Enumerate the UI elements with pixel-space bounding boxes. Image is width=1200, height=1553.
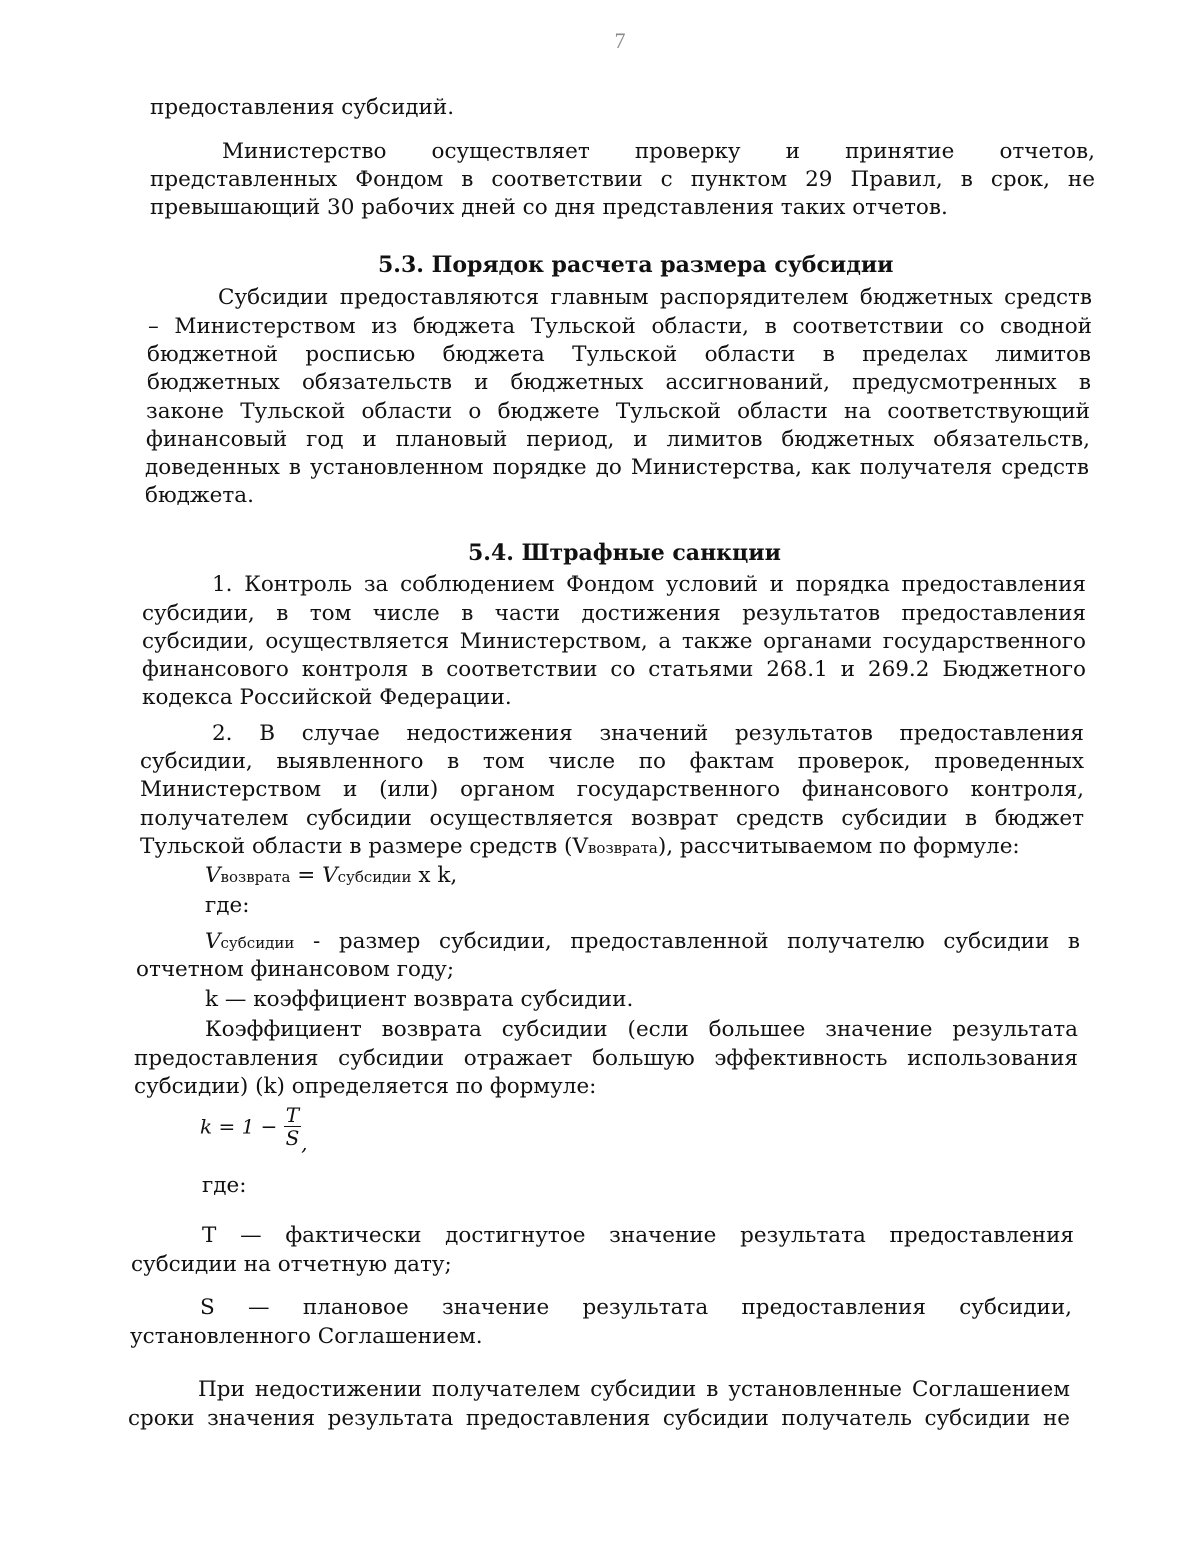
vsubsidii-definition-line-1: Vсубсидии - размер субсидии, предоставленной получателю субсидии в [205,929,1080,954]
intro-line-3: представленных Фондом в соответствии с пунктом 29 Правил, в срок, не [150,167,1095,192]
section-5-4-p2-line: Министерством и (или) органом государственного финансового контроля, [140,777,1084,802]
final-paragraph-line: При недостижении получателем субсидии в установленные Соглашением [198,1377,1070,1402]
intro-line-1: предоставления субсидий. [150,95,455,120]
coefficient-line: субсидии) (k) определяется по формуле: [134,1074,597,1099]
section-5-4-p2-last-line: Тульской области в размере средств (Vвозврата), рассчитываемом по формуле: [140,834,1020,859]
section-5-3-line: доведенных в установленном порядке до Министерства, как получателя средств [145,455,1089,480]
section-5-4-p1-line: финансового контроля в соответствии со статьями 268.1 и 269.2 Бюджетного [142,657,1086,682]
section-5-3-line: Субсидии предоставляются главным распорядителем бюджетных средств [218,285,1092,310]
s-definition-line-2: установленного Соглашением. [130,1324,483,1349]
where-label-2: где: [202,1173,247,1198]
page-number: 7 [614,28,626,53]
section-5-3-line: бюджета. [145,483,254,508]
where-label-1: где: [205,893,250,918]
t-definition-line-2: субсидии на отчетную дату; [131,1252,452,1277]
section-5-4-p1-line: субсидии, в том числе в части достижения результатов предоставления [142,601,1086,626]
section-5-3-line: законе Тульской области о бюджете Тульской области на соответствующий [146,399,1090,424]
formula-k: k = 1 − $\frac{T}{S}$ , [200,1103,308,1155]
k-definition: k — коэффициент возврата субсидии. [205,987,634,1012]
section-5-4-p2-line: 2. В случае недостижения значений результатов предоставления [212,721,1084,746]
section-5-3-line: финансовый год и плановый период, и лимитов бюджетных обязательств, [146,427,1090,452]
section-5-3-line: бюджетной росписью бюджета Тульской области в пределах лимитов [147,342,1091,367]
coefficient-line: Коэффициент возврата субсидии (если большее значение результата [205,1017,1078,1042]
section-5-4-p1-line: субсидии, осуществляется Министерством, а также органами государственного [142,629,1086,654]
t-definition-line-1: Т — фактически достигнутое значение результата предоставления [202,1223,1074,1248]
vsubsidii-definition-line-2: отчетном финансовом году; [136,957,455,982]
final-paragraph-line: сроки значения результата предоставления субсидии получатель субсидии не [128,1406,1070,1431]
section-5-4-p2-line: субсидии, выявленного в том числе по фактам проверок, проведенных [140,749,1084,774]
section-5-3-title: 5.3. Порядок расчета размера субсидии [378,252,894,278]
formula-vozvrata: Vвозврата = Vсубсидии x k, [205,863,458,888]
s-definition-line-1: S — плановое значение результата предоставления субсидии, [200,1295,1072,1320]
section-5-3-line: – Министерством из бюджета Тульской области, в соответствии со сводной [148,314,1092,339]
intro-line-2: Министерство осуществляет проверку и принятие отчетов, [222,139,1095,164]
section-5-4-p1-line: 1. Контроль за соблюдением Фондом условий и порядка предоставления [212,572,1086,597]
section-5-4-title: 5.4. Штрафные санкции [468,540,781,566]
section-5-4-p1-line: кодекса Российской Федерации. [142,685,512,710]
intro-line-4: превышающий 30 рабочих дней со дня представления таких отчетов. [150,195,948,220]
section-5-4-p2-line: получателем субсидии осуществляется возврат средств субсидии в бюджет [140,806,1084,831]
section-5-3-line: бюджетных обязательств и бюджетных ассигнований, предусмотренных в [147,370,1091,395]
coefficient-line: предоставления субсидии отражает большую эффективность использования [134,1046,1078,1071]
